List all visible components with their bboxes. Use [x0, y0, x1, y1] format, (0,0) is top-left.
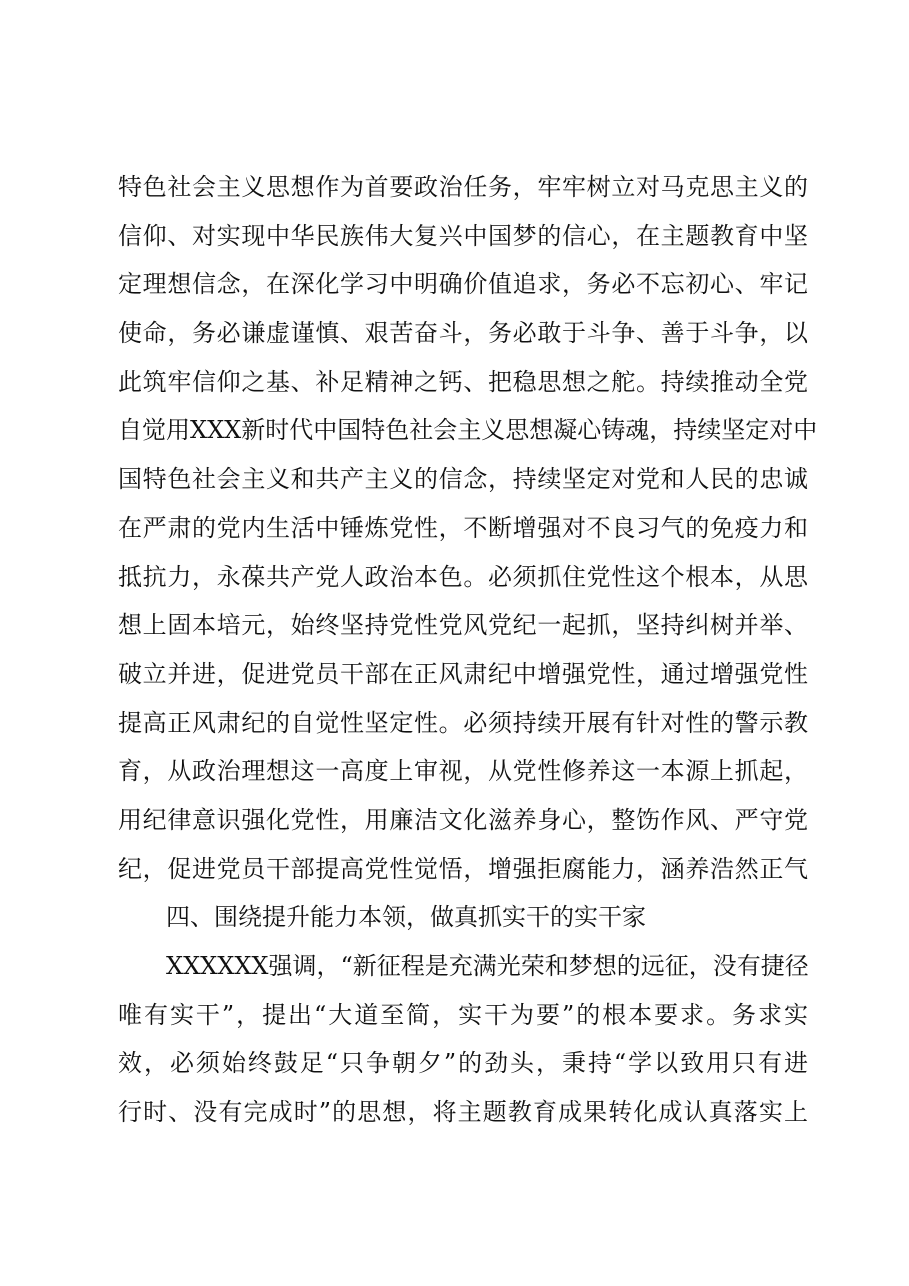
body-line: 纪，促进党员干部提高党性觉悟，增强拒腐能力，涵养浩然正气 [118, 854, 808, 883]
body-line: 效，必须始终鼓足“只争朝夕”的劲头，秉持“学以致用只有进 [118, 1049, 808, 1078]
body-line: 定理想信念，在深化学习中明确价值追求，务必不忘初心、牢记 [118, 270, 808, 299]
body-line: 此筑牢信仰之基、补足精神之钙、把稳思想之舵。持续推动全党 [118, 367, 808, 396]
body-line: 国特色社会主义和共产主义的信念，持续坚定对党和人民的忠诚 [118, 465, 808, 494]
document-body [118, 163, 818, 1137]
section-heading: 四、围绕提升能力本领，做真抓实干的实干家 [166, 903, 646, 932]
body-line: 育，从政治理想这一高度上审视，从党性修养这一本源上抓起， [118, 757, 808, 786]
body-line: 信仰、对实现中华民族伟大复兴中国梦的信心，在主题教育中坚 [118, 221, 808, 250]
body-line: 想上固本培元，始终坚持党性党风党纪一起抓，坚持纠树并举、 [118, 611, 808, 640]
body-line: 抵抗力，永葆共产党人政治本色。必须抓住党性这个根本，从思 [118, 562, 808, 591]
body-line: 用纪律意识强化党性，用廉洁文化滋养身心，整饬作风、严守党 [118, 805, 808, 834]
body-line: 自觉用XXX新时代中国特色社会主义思想凝心铸魂，持续坚定对中 [118, 416, 818, 445]
body-line: 在严肃的党内生活中锤炼党性，不断增强对不良习气的免疫力和 [118, 513, 808, 542]
body-line: 提高正风肃纪的自觉性坚定性。必须持续开展有针对性的警示教 [118, 708, 808, 737]
body-line: 特色社会主义思想作为首要政治任务，牢牢树立对马克思主义的 [118, 173, 808, 201]
body-line: 行时、没有完成时”的思想，将主题教育成果转化成认真落实上 [118, 1098, 808, 1127]
body-line: 破立并进，促进党员干部在正风肃纪中增强党性，通过增强党性 [118, 659, 808, 688]
body-line: 使命，务必谦虚谨慎、艰苦奋斗，务必敢于斗争、善于斗争，以 [118, 319, 808, 348]
body-line: XXXXXX强调，“新征程是充满光荣和梦想的远征，没有捷径 [166, 952, 809, 980]
body-line: 唯有实干”，提出“大道至简，实干为要”的根本要求。务求实 [118, 1000, 808, 1029]
